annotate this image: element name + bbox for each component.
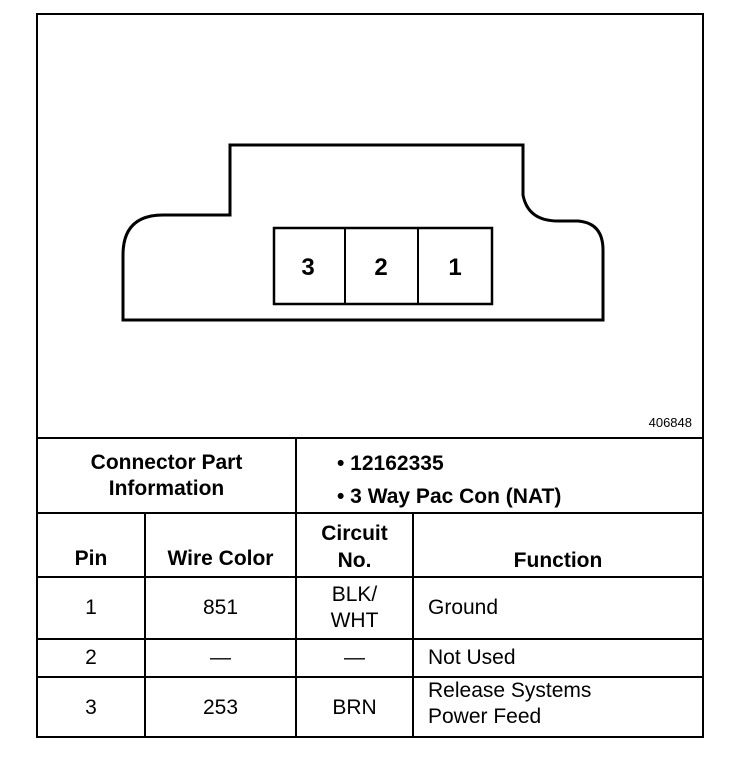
part-info-label-line: Information [108,476,225,500]
table-row [38,676,702,738]
wire-color-cell: 253 [144,678,295,738]
circuit-line: WHT [330,609,379,632]
table-header-row [38,512,702,576]
table-row [38,576,702,638]
part-info-label-line: Connector Part [90,450,243,474]
connector-figure [38,15,702,437]
circuit-cell: — [295,640,412,676]
part-info-bullets [295,439,702,512]
function-text: Release Systems [428,679,592,702]
cavity-label: 1 [448,254,462,281]
pin-cell: 1 [85,596,97,619]
function-text: Ground [428,596,499,619]
wire-color-cell: — [144,640,295,676]
connector-sheet [36,13,704,738]
connector-body-outline [123,145,603,320]
part-info-label [38,439,295,512]
header-circuit-line: Circuit [321,522,388,545]
function-cell [412,640,702,676]
connector-outline-drawing [38,15,702,437]
function-text: Power Feed [428,705,542,728]
pin-cell: 3 [85,696,97,719]
header-wire-color: Wire Color [144,514,295,576]
circuit-line: BLK/ [331,583,378,606]
circuit-cell: BRN [295,678,412,738]
function-cell [412,578,702,638]
part-info-row [38,437,702,512]
cavity-label: 2 [374,254,388,281]
header-circuit-line: No. [337,549,372,572]
pin-cell: 2 [85,646,97,669]
part-number: • 12162335 [337,452,444,475]
connector-description: • 3 Way Pac Con (NAT) [337,485,562,508]
function-cell [412,678,702,738]
function-text: Not Used [428,646,516,669]
cavity-label: 3 [301,254,315,281]
header-circuit-no [295,514,412,576]
wire-color-cell: 851 [144,578,295,638]
circuit-cell [295,578,412,638]
header-function: Function [412,514,702,576]
table-row [38,638,702,676]
header-pin: Pin [74,547,108,570]
figure-id: 406848 [648,415,692,430]
